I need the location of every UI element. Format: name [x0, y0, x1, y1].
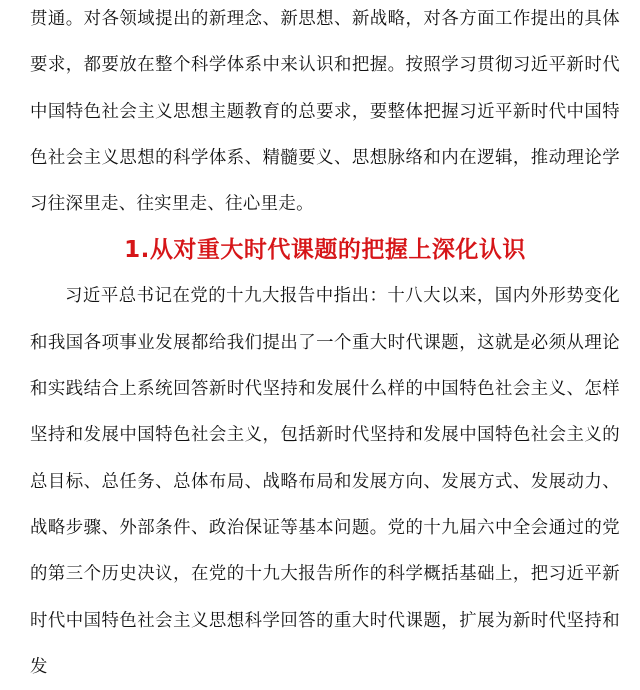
section-heading: 1.从对重大时代课题的把握上深化认识 — [124, 237, 526, 264]
body-paragraph: 习近平总书记在党的十九大报告中指出：十八大以来，国内外形势变化和我国各项事业发展都给我们提出了一个重大时代课题，这就是必须从理论和实践结合上系统回答新时代坚持和发展什么样的中国特色社会主义、怎样坚持和发展中国特色社会主义，包括新时代坚持和发展中国特色社会主义的总目标、总任务、总体布局、战略布局和发展方向、发展方式、发展动力、战略步骤、外部条件、政治保证等基本问题。党的十九届六中全会通过的党的第三个历史决议，在党的十九大报告所作的科学概括基础上，把习近平新时代中国特色社会主义思想科学回答的重大时代课题，扩展为新时代坚持和发 — [30, 286, 620, 677]
intro-paragraph: 贯通。对各领域提出的新理念、新思想、新战略，对各方面工作提出的具体要求，都要放在整个科学体系中来认识和把握。按照学习贯彻习近平新时代中国特色社会主义思想主题教育的总要求，要整体把握习近平新时代中国特色社会主义思想的科学体系、精髓要义、思想脉络和内在逻辑，推动理论学习往深里走、往实里走、往心里走。 — [30, 9, 620, 215]
